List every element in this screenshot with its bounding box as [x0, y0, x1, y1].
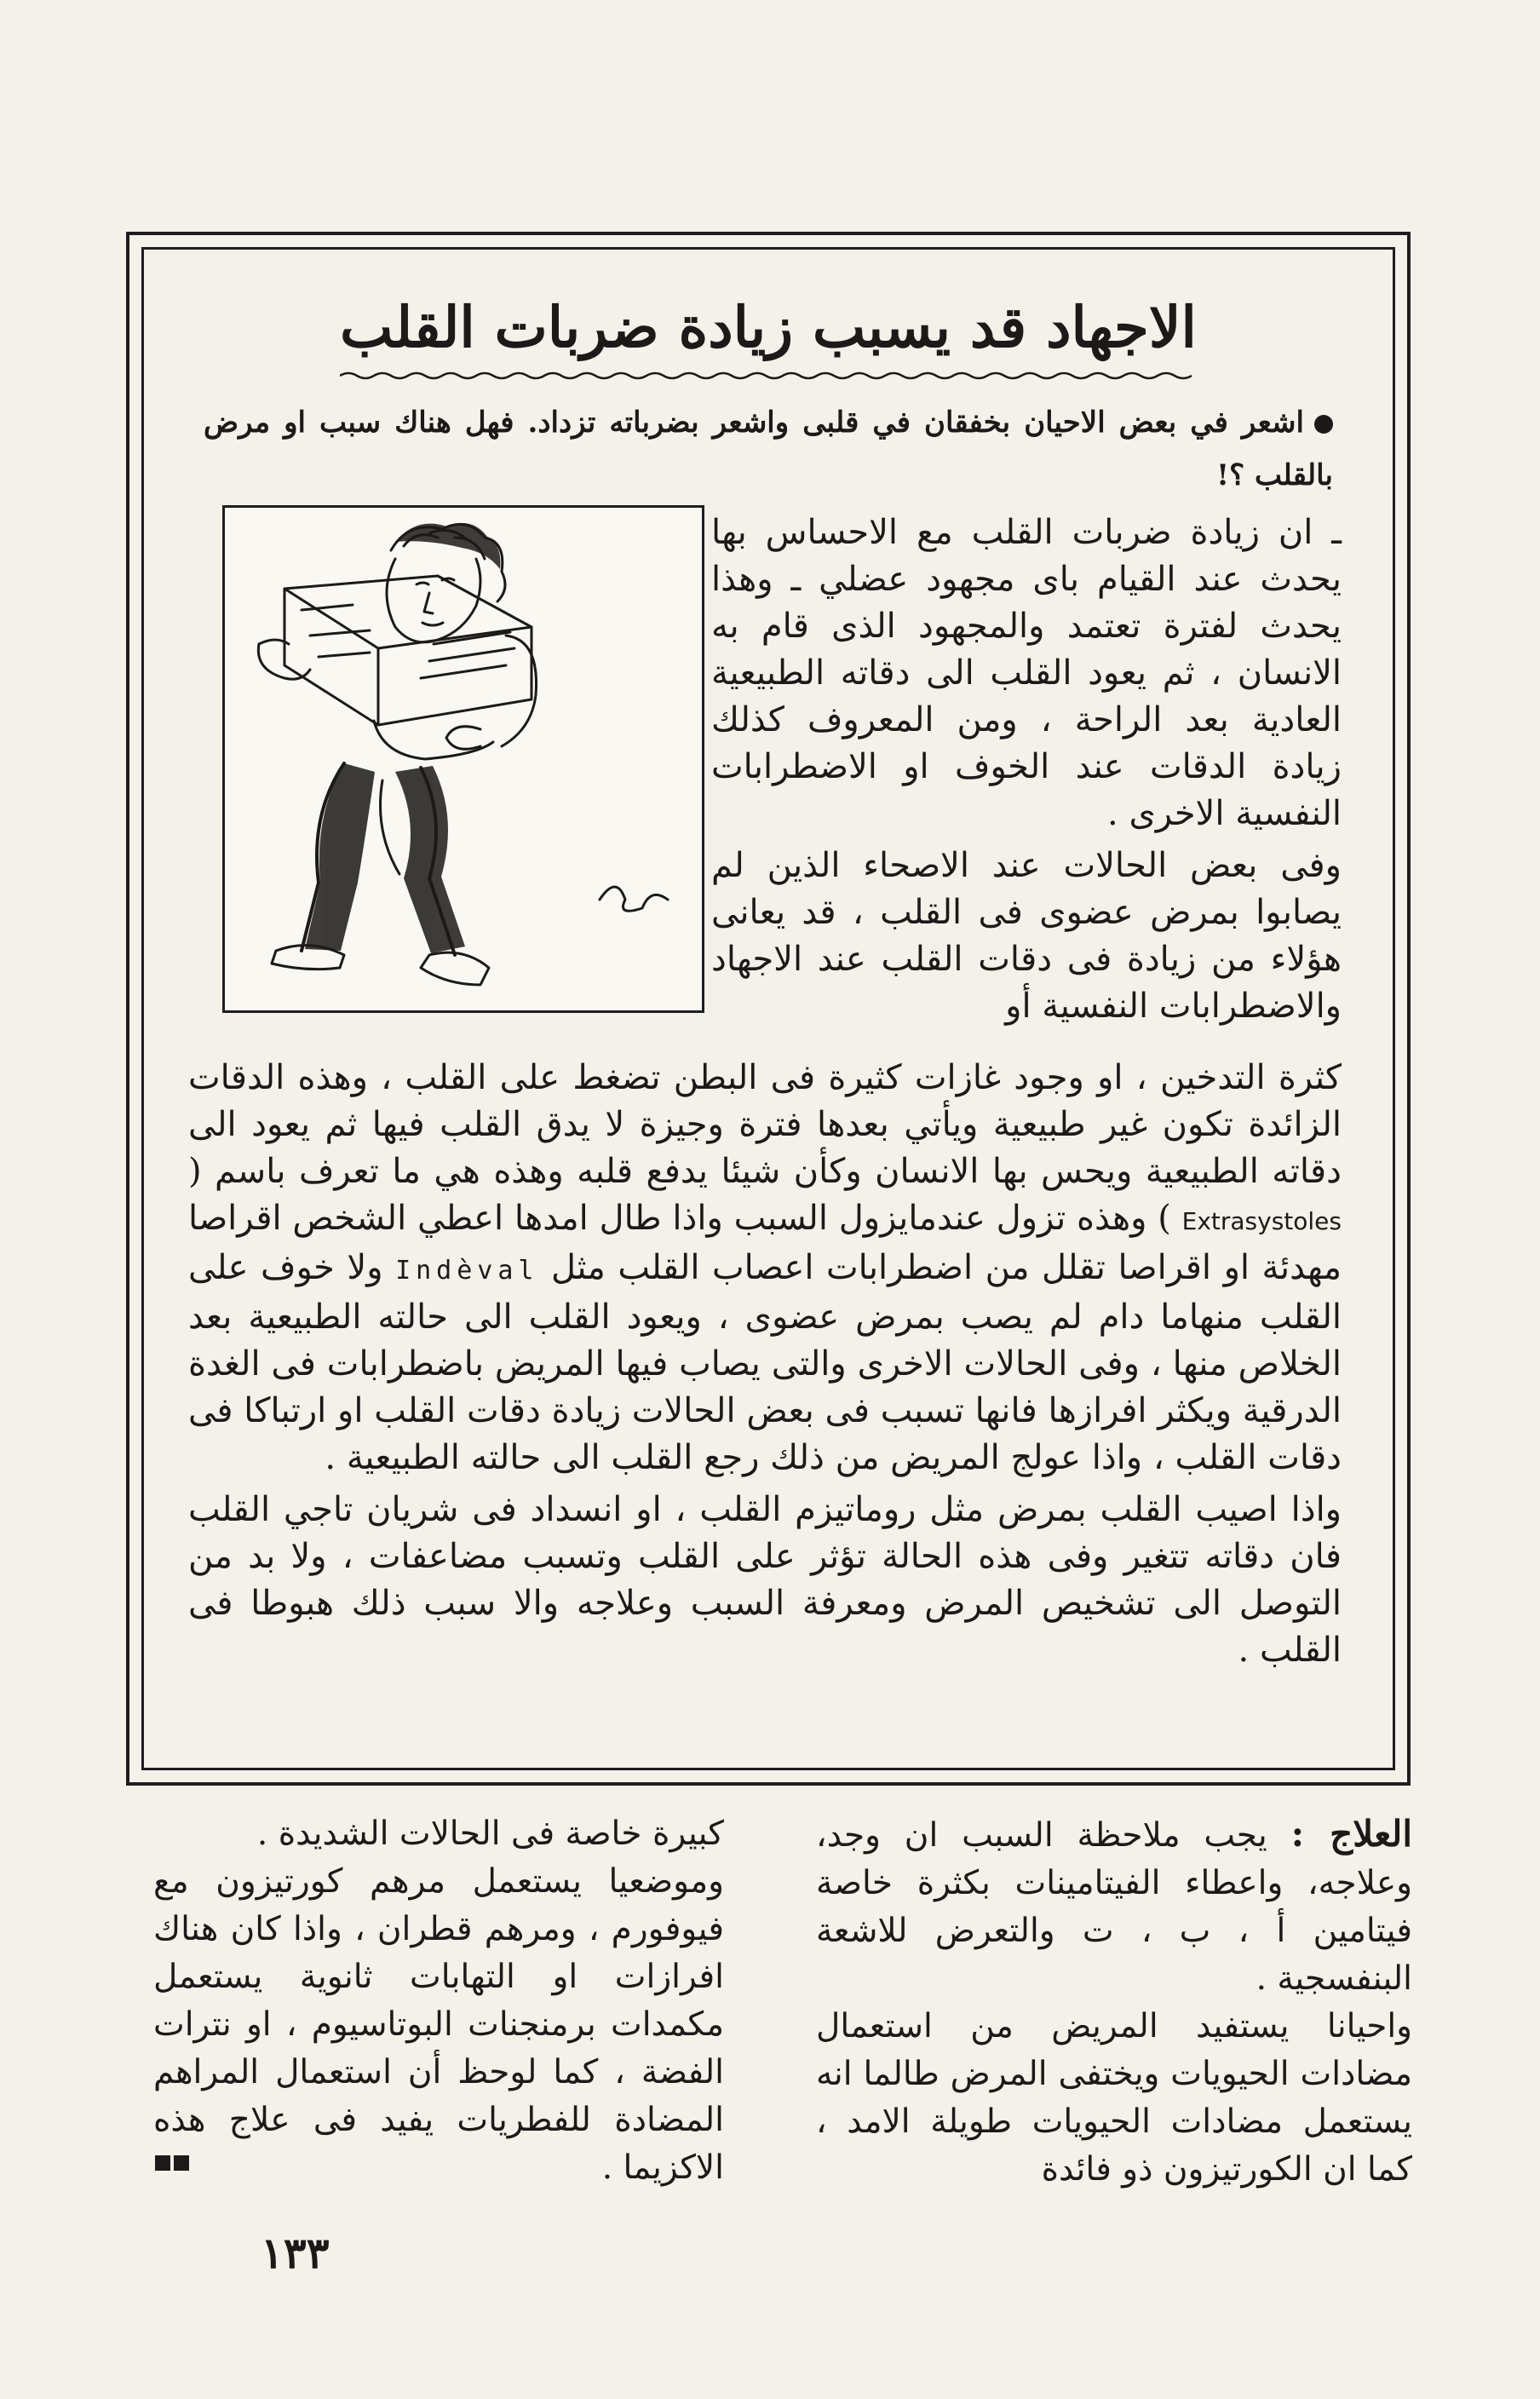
answer-paragraph-3 [188, 1055, 1342, 1481]
end-of-article-mark [155, 2155, 192, 2174]
answer-paragraph-2: وفى بعض الحالات عند الاصحاء الذين لم يصابوا بمرض عضوى فى القلب ، قد يعانى هؤلاء من زيادة فى دقات القلب عند الاجهاد والاضطرابات النفسية أو [711, 846, 1342, 1026]
man-carrying-box-drawing [225, 508, 702, 1010]
answer-paragraph-4: واذا اصيب القلب بمرض مثل روماتيزم القلب ، او انسداد فى شريان تاجي القلب فان دقاته تتغير وفى هذه الحالة تؤثر على القلب وتسبب مضاعفات ، ولا بد من التوصل الى تشخيص المرض ومعرفة السبب وعلاجه والا سبب ذلك هبوطا فى القلب . [188, 1490, 1342, 1670]
paragraph-3-part-a: كثرة التدخين ، او وجود غازات كثيرة فى البطن تضغط على القلب ، وهذه الدقات الزائدة تكون غير طبيعية ويأتي بعدها فترة وجيزة لا يدق القلب فيها ثم يعود الى دقاته الطبيعية ويحس بها الانسان وكأن شيئا يدفع قلبه وهذه هي ما تعرف باسم ( [188, 1058, 1342, 1191]
title-underline [340, 369, 1192, 383]
article-frame-inner [141, 247, 1395, 1770]
treatment-text-1: يجب ملاحظة السبب ان وجد، وعلاجه، واعطاء الفيتامينات بكثرة خاصة فيتامين أ ، ب ، ت والتعرض للاشعة البنفسجية . [816, 1816, 1412, 1998]
article-frame [126, 232, 1411, 1786]
treatment-paragraph-1 [816, 1810, 1412, 2003]
full-width-text [188, 1055, 1342, 1674]
paragraph-3-part-b: ) وهذه تزول عندمايزول السبب واذا طال امدها اعطي الشخص اقراصا مهدئة او اقراصا تقلل من اضطرابات اعصاب القلب مثل [188, 1199, 1342, 1287]
treatment-column-left [153, 1810, 724, 2211]
right-text-column [711, 509, 1342, 1035]
drug-name: Indèval [395, 1256, 539, 1286]
paragraph-3-part-c: ولا خوف على القلب منهاما دام لم يصب بمرض عضوى ، ويعود القلب الى حالته الطبيعية بعد الخلاص منها ، وفى الحالات الاخرى والتى يصاب فيها المريض باضطرابات فى الغدة الدرقية ويكثر افرازها فانها تسبب فى بعض الحالات زيادة دقات القلب او ارتباكا فى دقات القلب ، واذا عولج المريض من ذلك رجع القلب الى حالته الطبيعية . [188, 1248, 1342, 1477]
treatment-label: العلاج : [1290, 1813, 1412, 1855]
cartoon-illustration [222, 505, 704, 1013]
reader-question [204, 396, 1333, 502]
treatment-continued-1: كبيرة خاصة فى الحالات الشديدة . [256, 1815, 724, 1853]
treatment-continued-2: وموضعيا يستعمل مرهم كورتيزون مع فيوفورم ، ومرهم قطران ، واذا كان هناك افرازات او التهابات ثانوية يستعمل مكمدات برمنجنات البوتاسيوم ، او نترات الفضة ، كما لوحظ أن استعمال المراهم المضادة للفطريات يفيد فى علاج هذه الاكزيما . [153, 1862, 724, 2187]
article-title: الاجهاد قد يسبب زيادة ضربات القلب [340, 294, 1197, 360]
bullet-dot [1314, 415, 1333, 434]
question-text: اشعر في بعض الاحيان بخفقان في قلبى واشعر بضرباته تزداد. فهل هناك سبب او مرض بالقلب ؟! [204, 406, 1333, 492]
treatment-column-right [816, 1810, 1412, 2211]
page-number: ١٣٣ [261, 2228, 330, 2278]
extrasystoles-term: Extrasystoles [1181, 1207, 1342, 1235]
answer-paragraph-1: ـ ان زيادة ضربات القلب مع الاحساس بها يحدث عند القيام باى مجهود عضلي ـ وهذا يحدث لفترة تعتمد والمجهود الذى قام به الانسان ، ثم يعود القلب الى دقاته الطبيعية العادية بعد الراحة ، ومن المعروف كذلك زيادة الدقات عند الخوف او الاضطرابات النفسية الاخرى . [711, 513, 1342, 833]
treatment-paragraph-2: واحيانا يستفيد المريض من استعمال مضادات الحيويات ويختفى المرض طالما انه يستعمل مضادات الحيويات طويلة الامد ، كما ان الكورتيزون ذو فائدة [816, 2007, 1412, 2189]
